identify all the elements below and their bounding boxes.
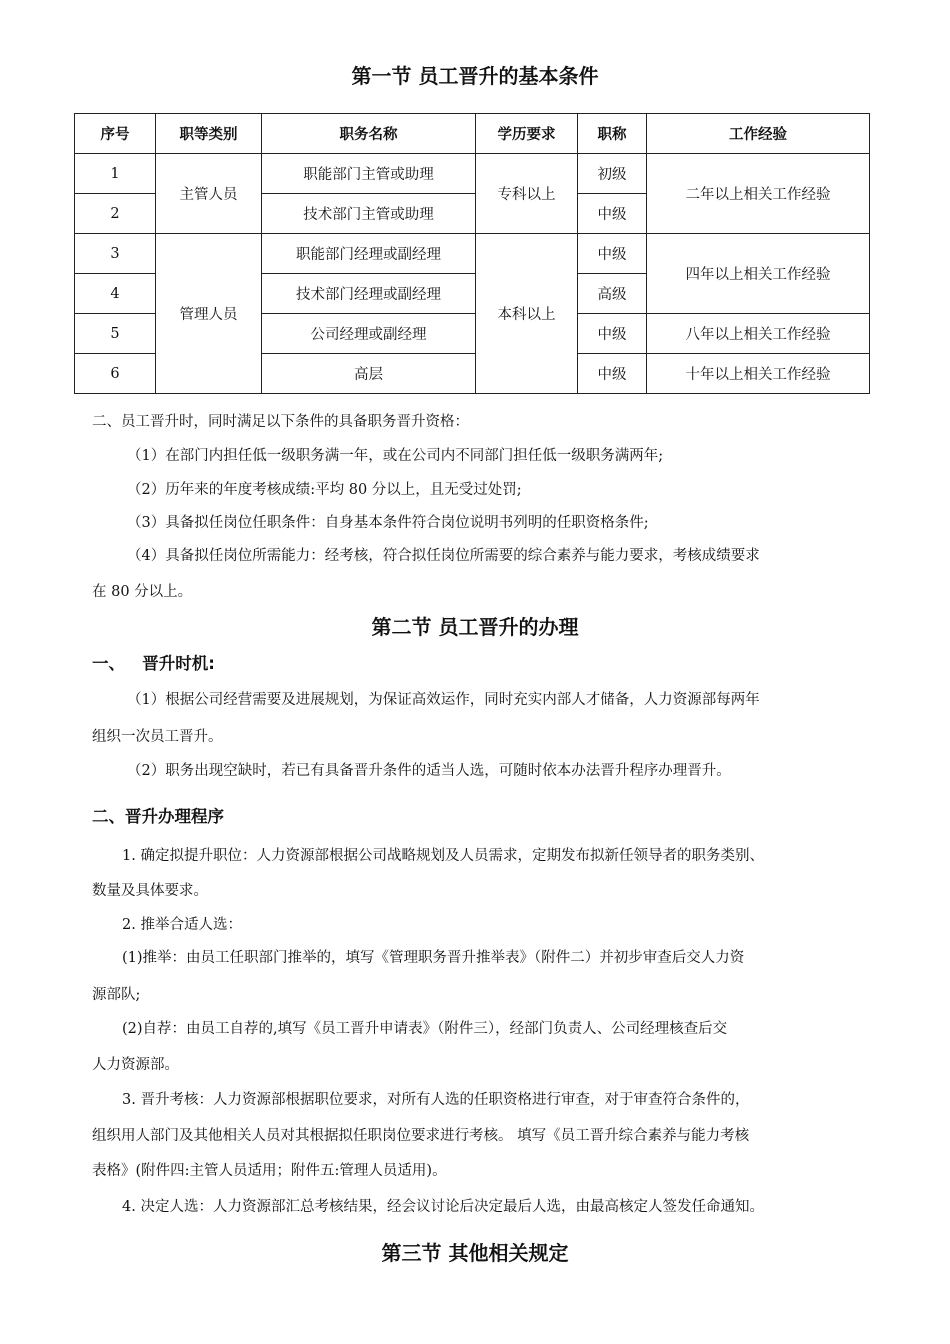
table-row bbox=[75, 234, 870, 274]
cell-title: 中级 bbox=[578, 234, 647, 274]
header-cell: 职务名称 bbox=[262, 114, 476, 154]
cell-experience: 八年以上相关工作经验 bbox=[647, 314, 870, 354]
cell-title: 中级 bbox=[578, 314, 647, 354]
cell-position: 职能部门主管或助理 bbox=[262, 154, 476, 194]
cell-experience: 十年以上相关工作经验 bbox=[647, 354, 870, 394]
cell-title: 高级 bbox=[578, 274, 647, 314]
cell-experience: 二年以上相关工作经验 bbox=[647, 154, 870, 234]
cell-position: 高层 bbox=[262, 354, 476, 394]
section3-title: 第三节 其他相关规定 bbox=[381, 1241, 569, 1265]
procedure-line: 源部队; bbox=[92, 987, 141, 1003]
conditions-intro: 二、员工晋升时，同时满足以下条件的具备职务晋升资格： bbox=[92, 414, 469, 430]
timing-line: （1）根据公司经营需要及进展规划，为保证高效运作，同时充实内部人才储备，人力资源部每两年 bbox=[127, 692, 760, 708]
header-cell: 职等类别 bbox=[156, 114, 262, 154]
procedure-line: (1)推举：由员工任职部门推举的，填写《管理职务晋升推举表》（附件二）并初步审查后交人力资 bbox=[122, 950, 745, 966]
cell-no: 1 bbox=[75, 154, 156, 194]
condition-item: （2）历年来的年度考核成绩:平均 80 分以上，且无受过处罚; bbox=[127, 482, 522, 498]
cell-position: 职能部门经理或副经理 bbox=[262, 234, 476, 274]
header-cell: 序号 bbox=[75, 114, 156, 154]
procedure-line: 2. 推举合适人选： bbox=[122, 917, 242, 933]
cell-no: 4 bbox=[75, 274, 156, 314]
timing-line: （2）职务出现空缺时，若已有具备晋升条件的适当人选，可随时依本办法晋升程序办理晋升。 bbox=[127, 763, 731, 779]
procedure-line: 表格》(附件四:主管人员适用；附件五:管理人员适用)。 bbox=[92, 1163, 447, 1179]
procedure-line: 4. 决定人选：人力资源部汇总考核结果，经会议讨论后决定最后人选，由最高核定人签发任命通知。 bbox=[122, 1199, 764, 1215]
section2-title: 第二节 员工晋升的办理 bbox=[371, 615, 579, 639]
cell-category: 主管人员 bbox=[156, 154, 262, 234]
header-cell: 学历要求 bbox=[476, 114, 578, 154]
cell-position: 技术部门经理或副经理 bbox=[262, 274, 476, 314]
cell-position: 技术部门主管或助理 bbox=[262, 194, 476, 234]
cell-title: 中级 bbox=[578, 354, 647, 394]
timing-line: 组织一次员工晋升。 bbox=[92, 729, 223, 745]
procedure-line: 人力资源部。 bbox=[92, 1057, 179, 1073]
cell-no: 6 bbox=[75, 354, 156, 394]
cell-position: 公司经理或副经理 bbox=[262, 314, 476, 354]
procedure-heading: 二、晋升办理程序 bbox=[92, 807, 224, 826]
condition-item: （3）具备拟任岗位任职条件：自身基本条件符合岗位说明书列明的任职资格条件; bbox=[127, 515, 649, 531]
cell-category: 管理人员 bbox=[156, 234, 262, 394]
header-cell: 工作经验 bbox=[647, 114, 870, 154]
table-header-row bbox=[75, 114, 870, 154]
procedure-line: 3. 晋升考核：人力资源部根据职位要求，对所有人选的任职资格进行审查，对于审查符合条件的， bbox=[122, 1092, 750, 1108]
cell-education: 专科以上 bbox=[476, 154, 578, 234]
cell-experience: 四年以上相关工作经验 bbox=[647, 234, 870, 314]
cell-education: 本科以上 bbox=[476, 234, 578, 394]
condition-item: （4）具备拟任岗位所需能力：经考核，符合拟任岗位所需要的综合素养与能力要求，考核成绩要求 bbox=[127, 548, 760, 564]
section1-title: 第一节 员工晋升的基本条件 bbox=[351, 64, 599, 88]
header-cell: 职称 bbox=[578, 114, 647, 154]
table-row bbox=[75, 154, 870, 194]
procedure-line: 组织用人部门及其他相关人员对其根据拟任职岗位要求进行考核。 填写《员工晋升综合素养与能力考核 bbox=[92, 1128, 750, 1144]
procedure-line: (2)自荐：由员工自荐的,填写《员工晋升申请表》（附件三），经部门负责人、公司经理核查后交 bbox=[122, 1021, 728, 1037]
condition-item-continued: 在 80 分以上。 bbox=[92, 584, 193, 600]
cell-no: 2 bbox=[75, 194, 156, 234]
cell-title: 初级 bbox=[578, 154, 647, 194]
cell-title: 中级 bbox=[578, 194, 647, 234]
cell-no: 3 bbox=[75, 234, 156, 274]
promotion-conditions-table bbox=[74, 113, 870, 394]
cell-no: 5 bbox=[75, 314, 156, 354]
condition-item: （1）在部门内担任低一级职务满一年，或在公司内不同部门担任低一级职务满两年; bbox=[127, 448, 664, 464]
procedure-line: 1. 确定拟提升职位：人力资源部根据公司战略规划及人员需求，定期发布拟新任领导者的职务类别、 bbox=[122, 848, 764, 864]
timing-heading: 一、 晋升时机: bbox=[92, 654, 215, 673]
procedure-line: 数量及具体要求。 bbox=[92, 883, 208, 899]
